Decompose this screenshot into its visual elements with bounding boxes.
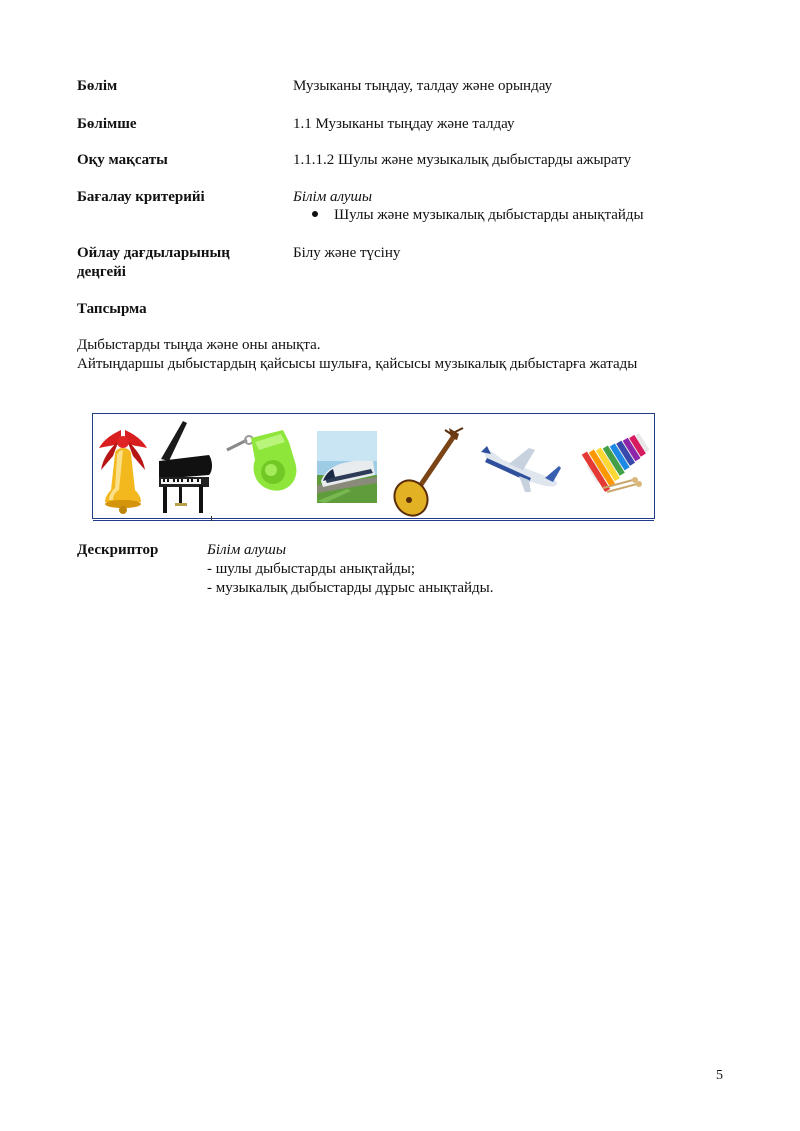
train-icon [317, 431, 377, 503]
thinking-level-value: Білу және түсіну [293, 245, 401, 261]
task-line-2: Айтыңдаршы дыбыстардың қайсысы шулыға, қайсысы музыкалық дыбыстарға жатады [77, 356, 638, 372]
thinking-level-label-line2: деңгейі [77, 264, 126, 280]
descriptor-intro: Білім алушы [207, 542, 287, 558]
whistle-icon [225, 428, 305, 498]
descriptor-item-1: - шулы дыбыстарды анықтайды; [207, 561, 416, 577]
sound-images-strip [92, 413, 655, 519]
criteria-bullet-text: Шулы және музыкалық дыбыстарды анықтайды [334, 207, 644, 223]
task-heading: Тапсырма [77, 301, 147, 317]
descriptor-label: Дескриптор [77, 542, 159, 558]
thinking-level-label [77, 244, 277, 282]
dombra-icon [389, 426, 469, 518]
criteria-label: Бағалау критерийі [77, 189, 205, 205]
strip-underline [93, 520, 654, 522]
page-number: 5 [716, 1068, 723, 1083]
airplane-icon [479, 442, 561, 494]
bullet-icon [312, 211, 318, 217]
subsection-label: Бөлімше [77, 116, 137, 132]
criteria-intro: Білім алушы [293, 189, 373, 205]
objective-value: 1.1.1.2 Шулы және музыкалық дыбыстарды ажырату [293, 152, 632, 168]
task-text [77, 336, 777, 374]
grand-piano-icon [153, 419, 215, 515]
section-value: Музыканы тыңдау, талдау және орындау [293, 78, 553, 94]
objective-label: Оқу мақсаты [77, 152, 168, 168]
strip-tick [211, 516, 212, 521]
section-label: Бөлім [77, 78, 118, 94]
xylophone-icon [581, 422, 655, 494]
descriptor-body [207, 541, 767, 598]
subsection-value: 1.1 Музыканы тыңдау және талдау [293, 116, 515, 132]
thinking-level-label-line1: Ойлау дағдыларының [77, 245, 230, 261]
criteria-bullet-item [312, 206, 772, 225]
bell-icon [95, 428, 151, 518]
task-line-1: Дыбыстарды тыңда және оны анықта. [77, 337, 321, 353]
descriptor-item-2: - музыкалық дыбыстарды дұрыс анықтайды. [207, 580, 494, 596]
